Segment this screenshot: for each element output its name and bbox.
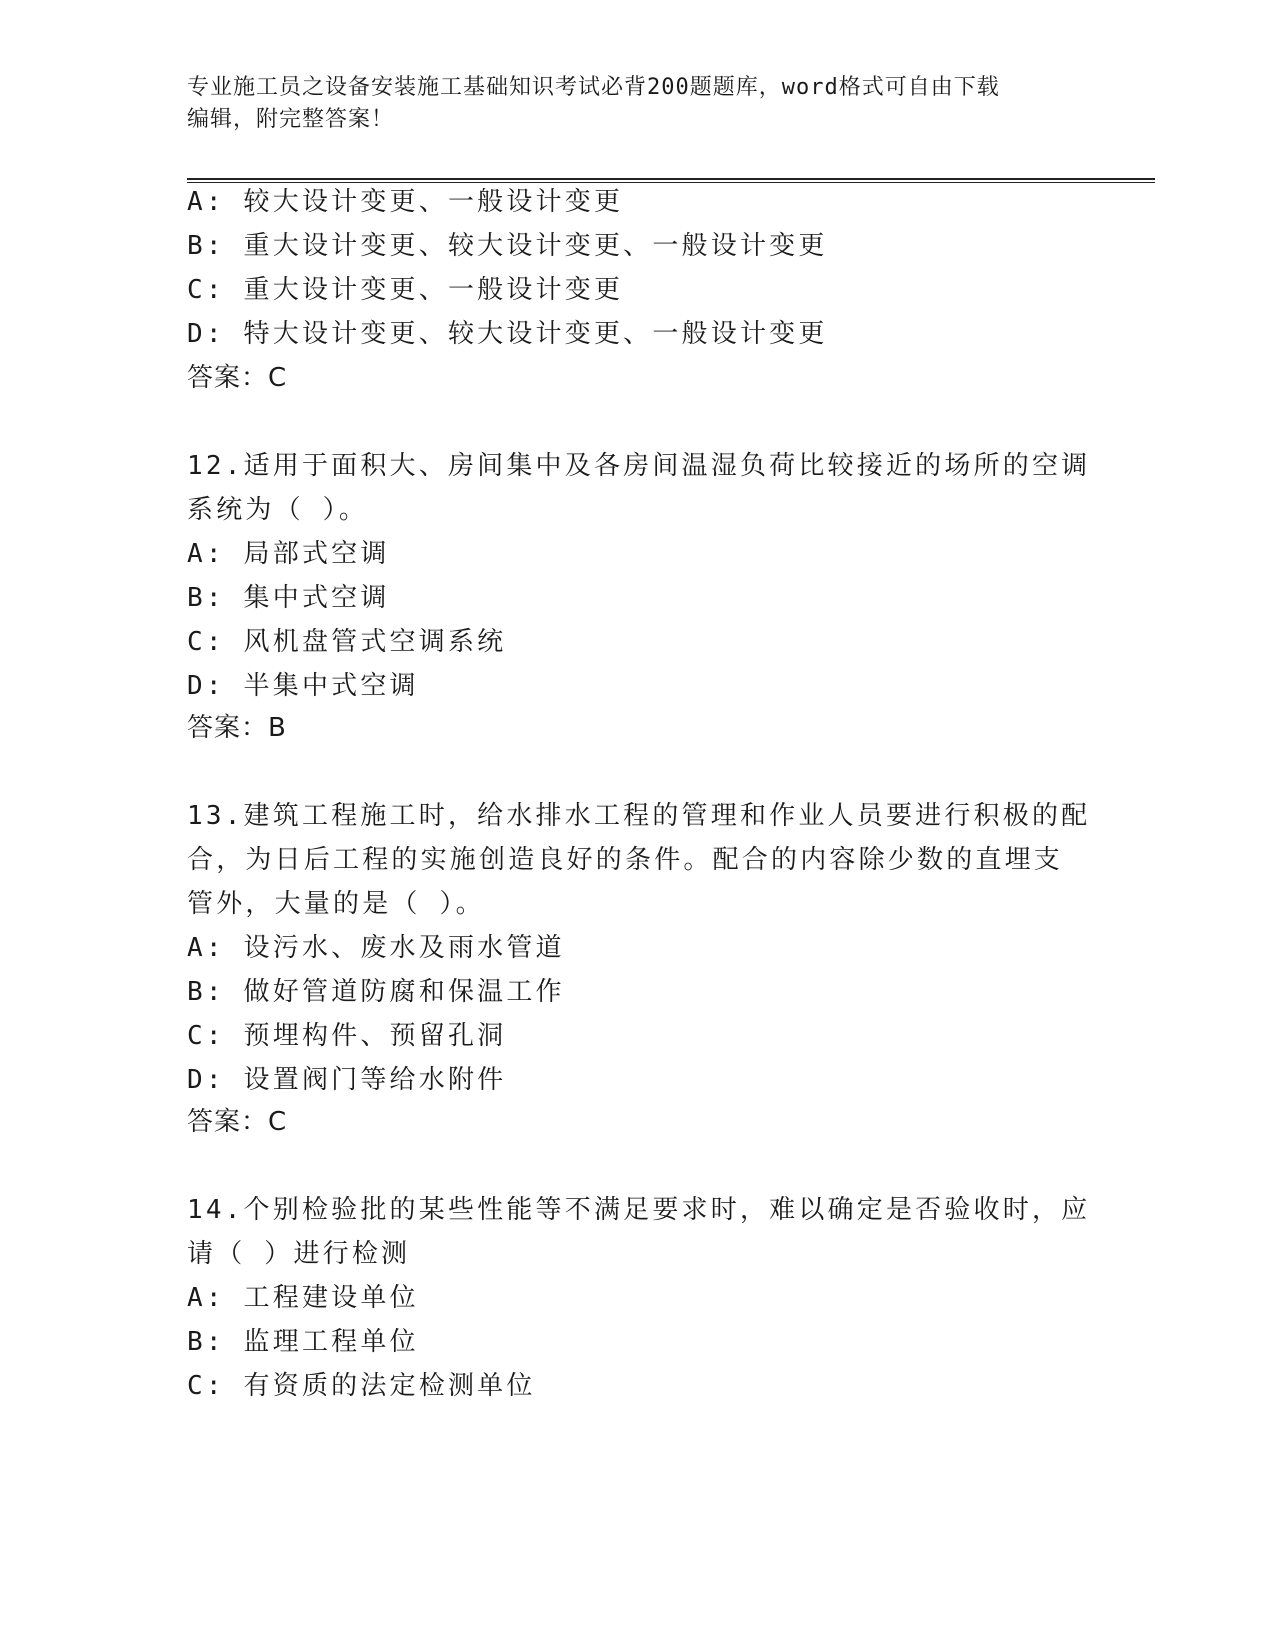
q14-option-a: A: 工程建设单位 — [187, 1283, 419, 1313]
q12-option-a: A: 局部式空调 — [187, 539, 390, 569]
q14-option-c: C: 有资质的法定检测单位 — [187, 1371, 536, 1401]
header-divider — [187, 178, 1155, 183]
q13-option-b: B: 做好管道防腐和保温工作 — [187, 977, 565, 1007]
q12-option-b: B: 集中式空调 — [187, 583, 390, 613]
q13-answer: 答案：C — [187, 1107, 288, 1137]
header-title-line-1: 专业施工员之设备安装施工基础知识考试必背200题题库，word格式可自由下载 — [187, 75, 1000, 100]
q13-stem-line-1: 13.建筑工程施工时，给水排水工程的管理和作业人员要进行积极的配 — [187, 801, 1091, 831]
q12-option-d: D: 半集中式空调 — [187, 671, 419, 701]
q13-stem-line-3: 管外，大量的是（ ）。 — [187, 889, 485, 919]
document-header — [187, 72, 1067, 136]
q12-stem-line-1: 12.适用于面积大、房间集中及各房间温湿负荷比较接近的场所的空调 — [187, 451, 1091, 481]
q13-stem-line-2: 合，为日后工程的实施创造良好的条件。配合的内容除少数的直埋支 — [187, 845, 1064, 875]
q13-option-a: A: 设污水、废水及雨水管道 — [187, 933, 565, 963]
q12-stem-line-2: 系统为（ ）。 — [187, 495, 369, 525]
q11-answer: 答案：C — [187, 363, 288, 393]
q11-option-b: B: 重大设计变更、较大设计变更、一般设计变更 — [187, 231, 828, 261]
header-title-line-2: 编辑，附完整答案！ — [187, 107, 395, 132]
q14-option-b: B: 监理工程单位 — [187, 1327, 419, 1357]
q12-option-c: C: 风机盘管式空调系统 — [187, 627, 507, 657]
q13-option-d: D: 设置阀门等给水附件 — [187, 1065, 507, 1095]
q14-stem-line-2: 请（ ）进行检测 — [187, 1239, 411, 1269]
q11-option-a: A: 较大设计变更、一般设计变更 — [187, 187, 624, 217]
q11-option-c: C: 重大设计变更、一般设计变更 — [187, 275, 624, 305]
q14-stem-line-1: 14.个别检验批的某些性能等不满足要求时，难以确定是否验收时，应 — [187, 1195, 1091, 1225]
q11-option-d: D: 特大设计变更、较大设计变更、一般设计变更 — [187, 319, 828, 349]
q12-answer: 答案：B — [187, 713, 287, 743]
q13-option-c: C: 预埋构件、预留孔洞 — [187, 1021, 507, 1051]
